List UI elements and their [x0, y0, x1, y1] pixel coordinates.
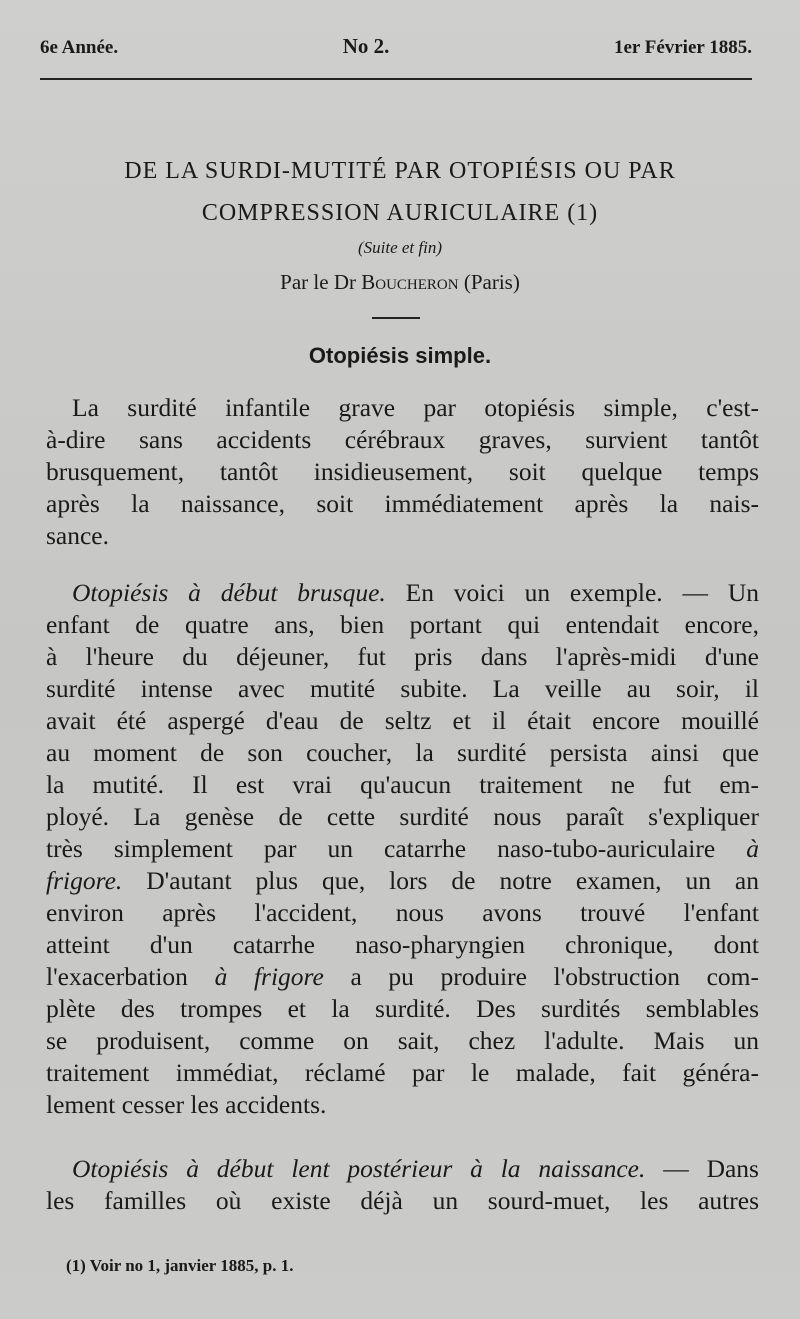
paragraph-3 [46, 1153, 759, 1217]
article-title-line1: DE LA SURDI-MUTITÉ PAR OTOPIÉSIS OU PAR [124, 158, 676, 184]
text-line: avait été aspergé d'eau de seltz et il était encore mouillé [46, 706, 759, 735]
author-prefix: Par le Dr [280, 270, 356, 294]
paragraph-2 [46, 577, 759, 1121]
header-date: 1er Février 1885. [613, 37, 752, 58]
article-author [0, 270, 800, 295]
text-line: Otopiésis à début brusque. En voici un exemple. — Un [72, 578, 759, 607]
text-line: à-dire sans accidents cérébraux graves, survient tantôt [46, 425, 759, 454]
header-year: 6e Année. [40, 37, 119, 58]
text-line: lement cesser les accidents. [46, 1090, 327, 1119]
italic-word: à frigore [214, 962, 324, 991]
text-line: les familles où existe déjà un sourd-muet, les autres [46, 1186, 759, 1215]
text-line: traitement immédiat, réclamé par le malade, fait généra- [46, 1058, 759, 1087]
section-title: Otopiésis simple. [308, 343, 492, 368]
text-line: très simplement par un catarrhe naso-tubo-auriculaire à [46, 834, 760, 863]
text-line: environ après l'accident, nous avons trouvé l'enfant [46, 898, 759, 927]
text-line: brusquement, tantôt insidieusement, soit quelque temps [46, 457, 759, 486]
text-line: sance. [46, 521, 110, 550]
text-line: se produisent, comme on sait, chez l'adulte. Mais un [46, 1026, 759, 1055]
text-line: la mutité. Il est vrai qu'aucun traitement ne fut em- [46, 770, 759, 799]
italic-lead: Otopiésis à début lent postérieur à la naissance. [72, 1154, 646, 1183]
article-subtitle: (Suite et fin) [357, 238, 443, 257]
header-rule [40, 78, 752, 80]
page-header [40, 34, 752, 59]
author-name: Boucheron [361, 270, 459, 294]
text-line: l'exacerbation à frigore a pu produire l'obstruction com- [46, 962, 760, 991]
header-issue-number: No 2. [342, 34, 390, 58]
text-line: enfant de quatre ans, bien portant qui entendait encore, [46, 610, 759, 639]
text-line: après la naissance, soit immédiatement après la nais- [46, 489, 759, 518]
article-title-line2: COMPRESSION AURICULAIRE (1) [201, 200, 599, 226]
title-separator [372, 317, 420, 319]
author-place: (Paris) [463, 270, 520, 294]
italic-lead: Otopiésis à début brusque. [72, 578, 386, 607]
text-line: La surdité infantile grave par otopiésis simple, c'est- [72, 393, 759, 422]
text-line: frigore. D'autant plus que, lors de notre examen, un an [46, 866, 759, 895]
text-line: atteint d'un catarrhe naso-pharyngien chronique, dont [46, 930, 759, 959]
italic-word: frigore. [46, 866, 123, 895]
paragraph-1 [46, 392, 759, 552]
text-line: plète des trompes et la surdité. Des surdités semblables [46, 994, 759, 1023]
text-line: à l'heure du déjeuner, fut pris dans l'après-midi d'une [46, 642, 759, 671]
text-line: surdité intense avec mutité subite. La veille au soir, il [46, 674, 759, 703]
italic-word: à [746, 834, 760, 863]
text-line: au moment de son coucher, la surdité persista ainsi que [46, 738, 759, 767]
text-line: Otopiésis à début lent postérieur à la naissance. — Dans [72, 1154, 759, 1183]
text-line: ployé. La genèse de cette surdité nous paraît s'expliquer [46, 802, 759, 831]
footnote: (1) Voir no 1, janvier 1885, p. 1. [66, 1256, 294, 1275]
